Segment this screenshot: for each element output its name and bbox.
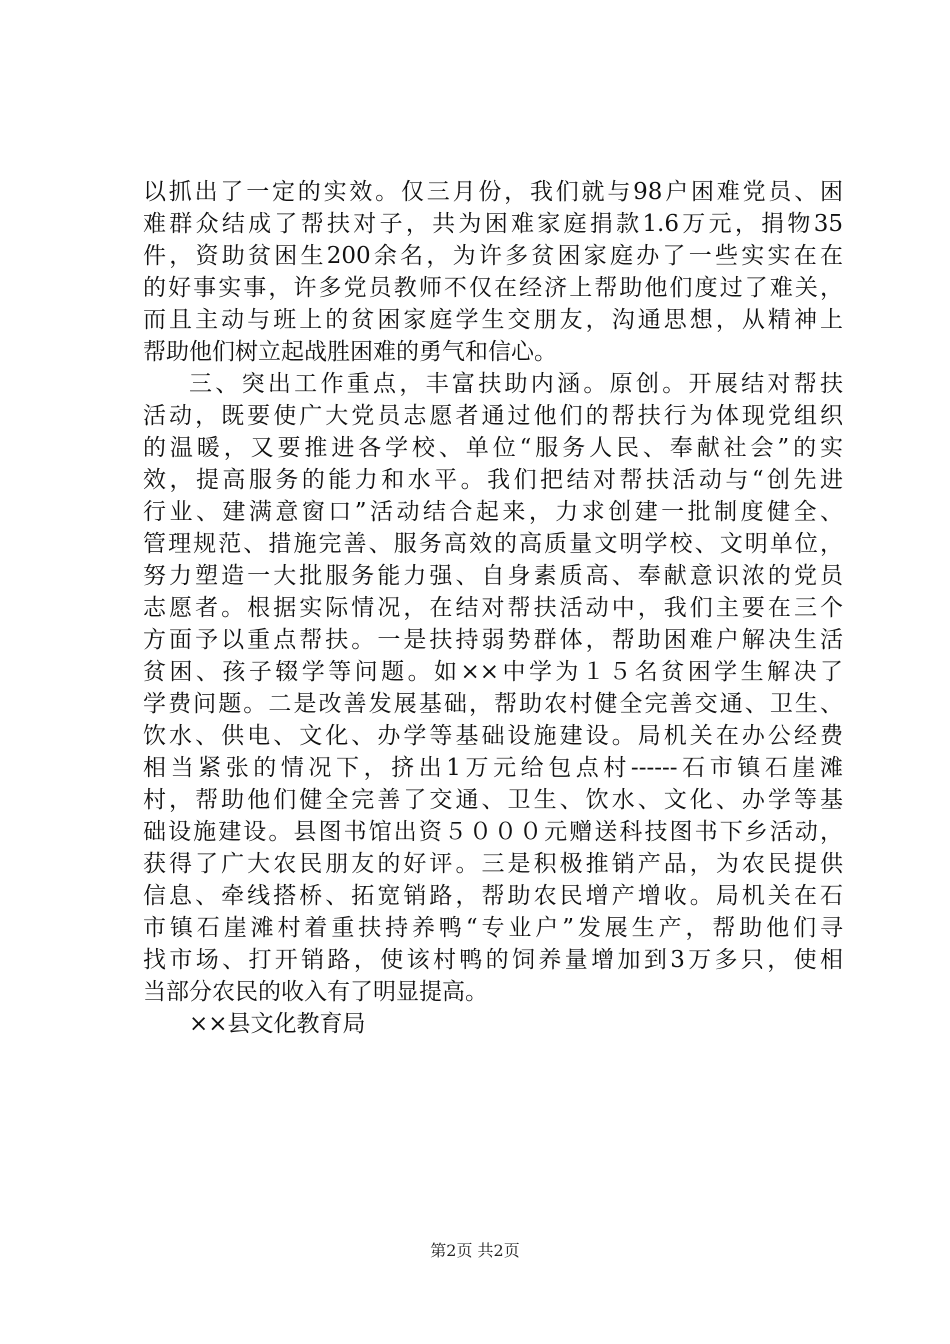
text-line: 效，提高服务的能力和水平。我们把结对帮扶活动与“创先进: [143, 467, 843, 493]
text-line: 而且主动与班上的贫困家庭学生交朋友，沟通思想，从精神上: [143, 307, 843, 333]
text-line: 学费问题。二是改善发展基础，帮助农村健全完善交通、卫生、: [143, 691, 843, 717]
text-line: 贫困、孩子辍学等问题。如××中学为１５名贫困学生解决了: [143, 659, 843, 685]
text-line: 饮水、供电、文化、办学等基础设施建设。局机关在办公经费: [143, 723, 843, 749]
text-line: 的温暖，又要推进各学校、单位“服务人民、奉献社会”的实: [143, 435, 843, 461]
text-line: 行业、建满意窗口”活动结合起来，力求创建一批制度健全、: [143, 499, 843, 525]
text-line: 获得了广大农民朋友的好评。三是积极推销产品，为农民提供: [143, 851, 843, 877]
text-line: 志愿者。根据实际情况，在结对帮扶活动中，我们主要在三个: [143, 595, 843, 621]
text-line: 的好事实事，许多党员教师不仅在经济上帮助他们度过了难关，: [143, 275, 843, 301]
signature-line: ××县文化教育局: [189, 1011, 366, 1037]
page-indicator: 第2页 共2页: [430, 1241, 520, 1260]
text-line: 相当紧张的情况下，挤出1万元给包点村------石市镇石崖滩: [143, 755, 843, 781]
text-line: 础设施建设。县图书馆出资５０００元赠送科技图书下乡活动，: [143, 819, 843, 845]
text-line: 活动，既要使广大党员志愿者通过他们的帮扶行为体现党组织: [143, 403, 843, 429]
text-line: 市镇石崖滩村着重扶持养鸭“专业户”发展生产，帮助他们寻: [143, 915, 843, 941]
text-line: 找市场、打开销路，使该村鸭的饲养量增加到3万多只，使相: [143, 947, 843, 973]
text-line: 帮助他们树立起战胜困难的勇气和信心。: [143, 339, 557, 365]
body-text: [143, 176, 843, 1040]
text-line: 方面予以重点帮扶。一是扶持弱势群体，帮助困难户解决生活: [143, 627, 843, 653]
text-line: 三、突出工作重点，丰富扶助内涵。原创。开展结对帮扶: [189, 371, 843, 397]
text-line: 以抓出了一定的实效。仅三月份，我们就与98户困难党员、困: [143, 179, 843, 205]
text-line: 当部分农民的收入有了明显提高。: [143, 979, 488, 1005]
text-line: 村，帮助他们健全完善了交通、卫生、饮水、文化、办学等基: [143, 787, 843, 813]
text-line: 难群众结成了帮扶对子，共为困难家庭捐款1.6万元，捐物35: [143, 211, 843, 237]
text-line: 件，资助贫困生200余名，为许多贫困家庭办了一些实实在在: [143, 243, 843, 269]
text-line: 努力塑造一大批服务能力强、自身素质高、奉献意识浓的党员: [143, 563, 843, 589]
text-line: 信息、牵线搭桥、拓宽销路，帮助农民增产增收。局机关在石: [143, 883, 843, 909]
text-line: 管理规范、措施完善、服务高效的高质量文明学校、文明单位，: [143, 531, 843, 557]
